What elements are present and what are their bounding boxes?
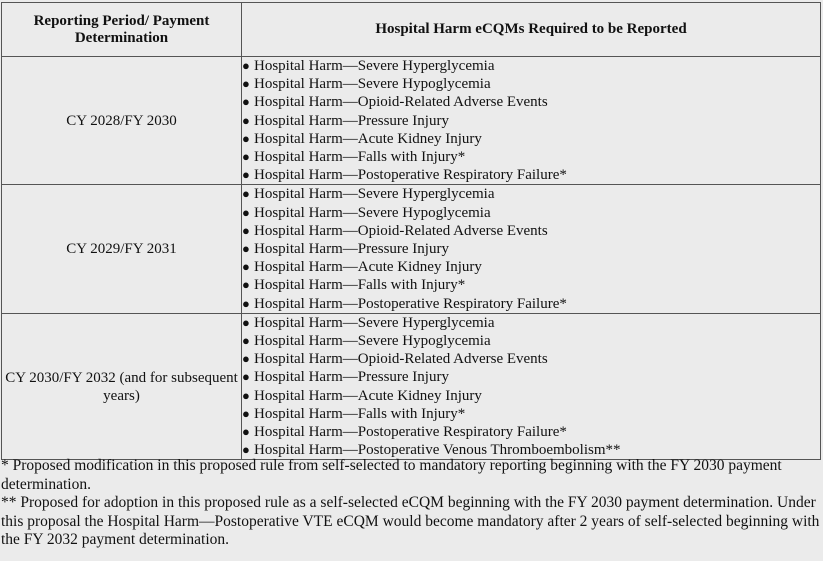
measure-label: Hospital Harm—Falls with Injury* — [254, 149, 466, 166]
measure-item — [242, 222, 820, 240]
bullet-icon: ● — [242, 405, 250, 421]
measure-list — [242, 314, 820, 460]
measure-item — [242, 258, 820, 276]
footnote-double-star: ** Proposed for adoption in this proposed rule as a self-selected eCQM beginning with the FY 2030 payment determination. Under this proposal the Hospital Harm—Postoperative VTE eCQM would become mandatory after 2 years of self-selected beginning with the FY 2032 payment determination. — [1, 494, 820, 549]
table-row — [2, 313, 821, 460]
bullet-icon: ● — [242, 241, 250, 257]
measure-label: Hospital Harm—Pressure Injury — [254, 369, 449, 386]
period-column-header: Reporting Period/ Payment Determination — [2, 3, 242, 57]
bullet-icon: ● — [242, 442, 250, 458]
period-cell: CY 2030/FY 2032 (and for subsequent years) — [2, 313, 242, 460]
measure-list — [242, 57, 820, 184]
measure-item — [242, 314, 820, 332]
bullet-icon: ● — [242, 369, 250, 385]
hospital-harm-ecqm-table — [1, 2, 821, 460]
measure-item — [242, 130, 820, 148]
measure-item — [242, 368, 820, 386]
measure-label: Hospital Harm—Pressure Injury — [254, 241, 449, 258]
measure-label: Hospital Harm—Acute Kidney Injury — [254, 387, 482, 404]
bullet-icon: ● — [242, 333, 250, 349]
measure-label: Hospital Harm—Severe Hyperglycemia — [254, 186, 495, 203]
bullet-icon: ● — [242, 94, 250, 110]
measures-cell — [242, 313, 821, 460]
bullet-icon: ● — [242, 58, 250, 73]
measure-label: Hospital Harm—Severe Hyperglycemia — [254, 314, 495, 331]
table-header-row — [2, 3, 821, 57]
measure-label: Hospital Harm—Severe Hyperglycemia — [254, 58, 495, 74]
measure-label: Hospital Harm—Severe Hypoglycemia — [254, 333, 491, 350]
bullet-icon: ● — [242, 295, 250, 311]
measure-item — [242, 204, 820, 222]
table-row — [2, 57, 821, 185]
measure-item — [242, 93, 820, 111]
table-row — [2, 185, 821, 313]
bullet-icon: ● — [242, 167, 250, 183]
bullet-icon: ● — [242, 387, 250, 403]
bullet-icon: ● — [242, 351, 250, 367]
measure-label: Hospital Harm—Opioid-Related Adverse Events — [254, 351, 548, 368]
measure-item — [242, 350, 820, 368]
measure-item — [242, 166, 820, 184]
bullet-icon: ● — [242, 76, 250, 92]
measure-item — [242, 276, 820, 294]
measure-label: Hospital Harm—Pressure Injury — [254, 112, 449, 129]
period-cell: CY 2029/FY 2031 — [2, 185, 242, 313]
measure-label: Hospital Harm—Postoperative Respiratory Failure* — [254, 295, 567, 312]
measure-label: Hospital Harm—Postoperative Respiratory Failure* — [254, 424, 567, 441]
measure-item — [242, 112, 820, 130]
bullet-icon: ● — [242, 314, 250, 330]
measure-item — [242, 332, 820, 350]
footnote-single-star: * Proposed modification in this proposed rule from self-selected to mandatory reporting beginning with the FY 2030 payment determination. — [1, 457, 782, 493]
bullet-icon: ● — [242, 424, 250, 440]
measures-cell — [242, 185, 821, 313]
measure-item — [242, 185, 820, 203]
measure-label: Hospital Harm—Severe Hypoglycemia — [254, 204, 491, 221]
measure-label: Hospital Harm—Falls with Injury* — [254, 405, 466, 422]
measures-cell — [242, 57, 821, 185]
measure-item — [242, 405, 820, 423]
bullet-icon: ● — [242, 277, 250, 293]
bullet-icon: ● — [242, 149, 250, 165]
measure-label: Hospital Harm—Acute Kidney Injury — [254, 259, 482, 276]
measure-item — [242, 240, 820, 258]
measure-item — [242, 295, 820, 313]
footnotes — [1, 457, 823, 550]
bullet-icon: ● — [242, 130, 250, 146]
measure-item — [242, 57, 820, 75]
measure-item — [242, 387, 820, 405]
measure-label: Hospital Harm—Acute Kidney Injury — [254, 130, 482, 147]
bullet-icon: ● — [242, 204, 250, 220]
bullet-icon: ● — [242, 186, 250, 202]
measure-list — [242, 185, 820, 312]
measure-item — [242, 75, 820, 93]
measure-item — [242, 148, 820, 166]
bullet-icon: ● — [242, 222, 250, 238]
measure-item — [242, 423, 820, 441]
measure-label: Hospital Harm—Opioid-Related Adverse Events — [254, 222, 548, 239]
period-cell: CY 2028/FY 2030 — [2, 57, 242, 185]
bullet-icon: ● — [242, 259, 250, 275]
measure-label: Hospital Harm—Postoperative Respiratory Failure* — [254, 167, 567, 184]
measure-label: Hospital Harm—Opioid-Related Adverse Events — [254, 94, 548, 111]
measure-label: Hospital Harm—Severe Hypoglycemia — [254, 76, 491, 93]
bullet-icon: ● — [242, 112, 250, 128]
measure-label: Hospital Harm—Falls with Injury* — [254, 277, 466, 294]
measures-column-header: Hospital Harm eCQMs Required to be Reported — [242, 3, 821, 57]
measure-label: Hospital Harm—Postoperative Venous Thromboembolism** — [254, 442, 621, 459]
